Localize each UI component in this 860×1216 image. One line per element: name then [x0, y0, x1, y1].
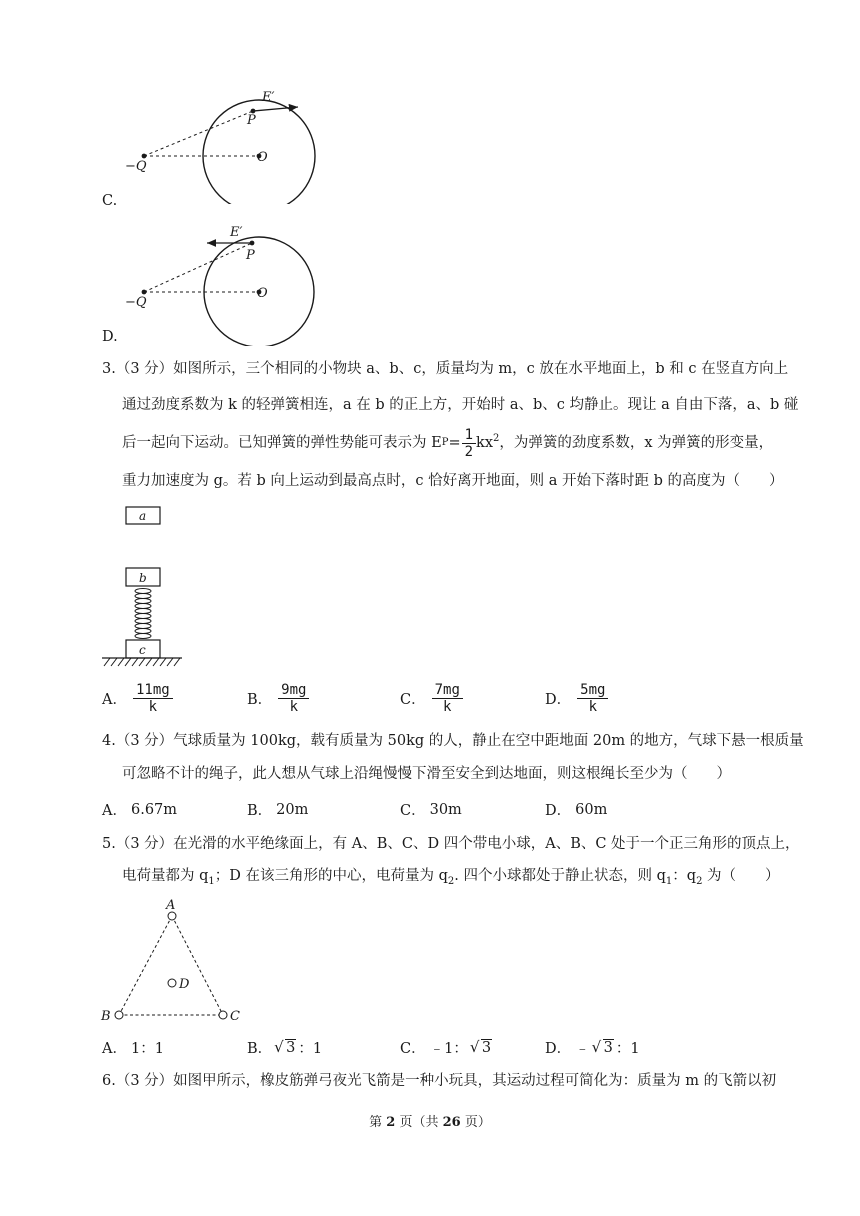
- q5-line1: 5.（3 分）在光滑的水平绝缘面上，有 A、B、C、D 四个带电小球，A、B、C 处于一个正三角形的顶点上，: [102, 836, 800, 852]
- option-text: 60m: [575, 801, 608, 818]
- option-label: D．: [545, 692, 572, 708]
- q4-option-c[interactable]: [400, 799, 462, 820]
- point-q: [142, 290, 147, 295]
- option-text: 1：1: [130, 1041, 164, 1057]
- label-c: C: [230, 1009, 240, 1024]
- edge-ac: [172, 916, 223, 1015]
- q5-line2-d: ：q: [672, 868, 697, 884]
- q5-option-a[interactable]: [102, 1037, 164, 1058]
- q5-line2-b: ；D 在该三角形的中心，电荷量为 q: [214, 868, 448, 884]
- q5-option-b[interactable]: [247, 1037, 322, 1058]
- q3-option-d[interactable]: [545, 682, 608, 715]
- label-q: −Q: [125, 295, 147, 310]
- option-text-pre: ﹣: [575, 1041, 590, 1057]
- footer-post: 页）: [460, 1115, 491, 1130]
- q5-sub1: 1: [208, 875, 215, 887]
- option-text: 6.67m: [130, 801, 178, 818]
- option-label: C．: [400, 803, 426, 819]
- q3-line2: 通过劲度系数为 k 的轻弹簧相连，a 在 b 的正上方，开始时 a、b、c 均静止。现让 a 自由下落，a、b 碰: [122, 397, 799, 413]
- block-a-label: a: [139, 509, 147, 523]
- sqrt-radicand: 3: [286, 1039, 296, 1056]
- q4-option-a[interactable]: [102, 799, 177, 820]
- option-text-post: ：1: [615, 1041, 640, 1057]
- ground-hatching: [104, 658, 180, 666]
- option-fraction: [133, 682, 173, 715]
- q3-fraction-half: [462, 427, 476, 460]
- point-p: [250, 241, 255, 246]
- label-o: O: [257, 286, 268, 301]
- option-c-label: C.: [102, 193, 118, 209]
- ball-b: [115, 1011, 123, 1019]
- ball-d: [168, 979, 176, 987]
- q5-line2-e: 为（ ）: [702, 868, 780, 884]
- fraction-numerator: 11mg: [133, 682, 173, 699]
- q4-option-b[interactable]: [247, 799, 308, 820]
- ball-c: [219, 1011, 227, 1019]
- label-q: −Q: [125, 159, 147, 174]
- q4-line2: 可忽略不计的绳子，此人想从气球上沿绳慢慢下滑至安全到达地面，则这根绳长至少为（ ）: [122, 766, 731, 782]
- q3-line3-text-b: kx: [476, 435, 493, 451]
- fraction-numerator: 5mg: [577, 682, 608, 699]
- sqrt-radicand: 3: [481, 1039, 492, 1056]
- option-label: D．: [545, 1041, 572, 1057]
- option-text-post: ：1: [298, 1041, 323, 1057]
- q5-sub3: 1: [665, 875, 673, 887]
- fraction-denominator: k: [443, 699, 452, 715]
- fraction-numerator: 1: [462, 427, 476, 444]
- option-text-pre: ﹣1：: [429, 1041, 468, 1057]
- q3-line3-sub: P: [441, 437, 449, 448]
- q3-line4: 重力加速度为 g。若 b 向上运动到最高点时，c 恰好离开地面，则 a 开始下落时距 b 的高度为（ ）: [122, 473, 784, 489]
- fraction-denominator: k: [588, 699, 597, 715]
- q3-option-a[interactable]: [102, 682, 173, 715]
- figure-c-diagram: [110, 84, 320, 204]
- q4-option-d[interactable]: [545, 799, 607, 820]
- sqrt-symbol: [592, 1040, 614, 1056]
- label-b: B: [101, 1009, 111, 1024]
- option-fraction: [577, 682, 608, 715]
- option-label: A．: [102, 692, 127, 708]
- q3-option-b[interactable]: [247, 682, 309, 715]
- fraction-denominator: k: [289, 699, 299, 715]
- footer-page-number: 2: [386, 1115, 396, 1130]
- q3-line3-sup: 2: [493, 433, 500, 444]
- option-label: B．: [247, 1041, 273, 1057]
- q5-sub2: 2: [447, 875, 455, 887]
- figure-d-diagram: [110, 222, 320, 346]
- dashed-line-q-p: [144, 243, 252, 292]
- q3-line3: [122, 425, 773, 461]
- q5-line2-c: . 四个小球都处于静止状态，则 q: [454, 868, 666, 884]
- point-q: [142, 154, 147, 159]
- ball-a: [168, 912, 176, 920]
- q3-spring-diagram: [100, 506, 210, 672]
- block-c-label: c: [139, 643, 146, 657]
- sqrt-radicand: 3: [603, 1039, 613, 1056]
- label-e-prime: E′: [230, 225, 243, 240]
- option-label: A．: [102, 803, 127, 819]
- q5-sub4: 2: [696, 875, 703, 887]
- q3-line3-eq: =: [448, 435, 461, 451]
- label-d: D: [179, 977, 190, 992]
- label-a: A: [166, 898, 176, 913]
- spring-coil: [135, 589, 151, 639]
- fraction-numerator: 7mg: [432, 682, 463, 699]
- q5-option-c[interactable]: [400, 1037, 494, 1058]
- footer-mid: 页（共: [395, 1115, 443, 1130]
- page-footer: [0, 1111, 860, 1130]
- option-fraction: [432, 682, 463, 715]
- q5-line2-a: 电荷量都为 q: [122, 868, 209, 884]
- fraction-denominator: 2: [464, 443, 474, 460]
- q5-triangle-diagram: [98, 895, 248, 1030]
- q3-line3-text-a: 后一起向下运动。已知弹簧的弹性势能可表示为 E: [122, 435, 442, 451]
- q3-line3-text-c: ，为弹簧的劲度系数，x 为弹簧的形变量，: [499, 435, 774, 451]
- q5-option-d[interactable]: [545, 1037, 640, 1058]
- option-text: 30m: [429, 801, 462, 818]
- fraction-numerator: 9mg: [278, 682, 309, 699]
- footer-total-pages: 26: [442, 1115, 461, 1130]
- option-label: A．: [102, 1041, 127, 1057]
- option-label: D．: [545, 803, 572, 819]
- q3-option-c[interactable]: [400, 682, 463, 715]
- option-label: C．: [400, 1041, 426, 1057]
- option-d-label: D.: [102, 329, 118, 345]
- option-text: 20m: [276, 801, 309, 818]
- option-fraction: [278, 682, 309, 715]
- fraction-denominator: k: [148, 699, 158, 715]
- label-e-prime: E′: [262, 90, 275, 105]
- option-label: B．: [247, 692, 273, 708]
- block-b-label: b: [139, 571, 147, 585]
- label-o: O: [257, 150, 268, 165]
- q4-line1: 4.（3 分）气球质量为 100kg，载有质量为 50kg 的人，静止在空中距地面 20m 的地方，气球下悬一根质量: [102, 733, 804, 749]
- q6-line1: 6.（3 分）如图甲所示，橡皮筋弹弓夜光飞箭是一种小玩具，其运动过程可简化为：质量为 m 的飞箭以初: [102, 1073, 777, 1089]
- label-p: P: [247, 113, 256, 128]
- edge-ab: [119, 916, 172, 1015]
- option-label: B．: [247, 803, 273, 819]
- footer-pre: 第: [369, 1115, 387, 1130]
- sqrt-symbol: [470, 1040, 492, 1056]
- sqrt-symbol: [274, 1040, 296, 1056]
- option-label: C．: [400, 692, 426, 708]
- q5-line2: [122, 866, 780, 892]
- dashed-line-q-p: [144, 111, 253, 156]
- q3-line1: 3.（3 分）如图所示，三个相同的小物块 a、b、c，质量均为 m，c 放在水平地面上，b 和 c 在竖直方向上: [102, 361, 789, 377]
- label-p: P: [246, 248, 255, 263]
